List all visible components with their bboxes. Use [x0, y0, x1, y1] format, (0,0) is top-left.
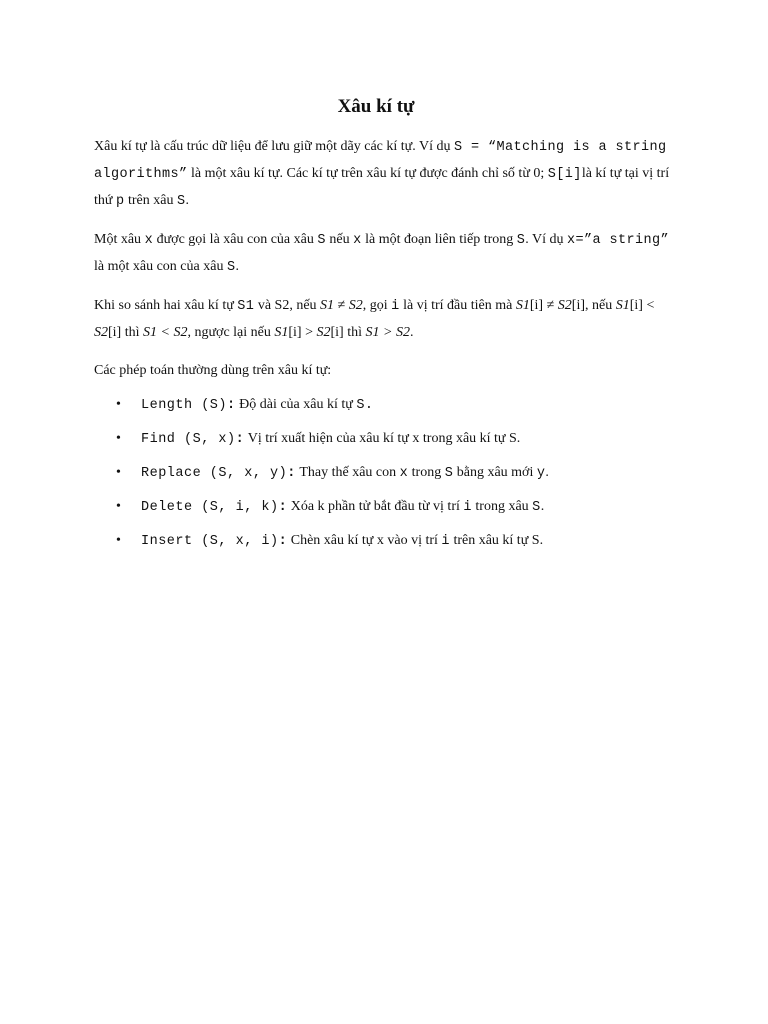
- text: .: [409, 325, 414, 340]
- operation-name: Insert (S, x, i): [141, 534, 279, 549]
- bullet-icon: •: [116, 533, 121, 548]
- operation-description: .: [540, 499, 545, 514]
- text: là một xâu kí tự. Các kí tự trên xâu kí tự được đánh chỉ số từ 0;: [187, 166, 548, 181]
- bullet-icon: •: [116, 499, 121, 514]
- code-index: S[i]: [547, 167, 582, 182]
- math-index: [i]: [629, 298, 643, 313]
- text: , gọi: [362, 298, 392, 313]
- paragraph-operations-intro: Các phép toán thường dùng trên xâu kí tự:: [94, 363, 332, 378]
- code-s: S: [226, 260, 236, 275]
- operation-item: [116, 388, 674, 422]
- operation-code-token: y: [536, 466, 546, 481]
- operation-description: trong: [408, 465, 445, 480]
- operation-item: [116, 456, 674, 490]
- operation-description: .: [545, 465, 549, 480]
- operation-item: [116, 422, 674, 456]
- paragraph-definition: [94, 134, 674, 215]
- bullet-icon: •: [116, 465, 121, 480]
- math-op: <: [642, 298, 655, 313]
- operation-code-token: i: [463, 500, 472, 515]
- math-s2: S2: [94, 325, 108, 340]
- operation-description: bằng xâu mới: [453, 465, 537, 480]
- operation-code-token: x: [399, 466, 409, 481]
- operation-code-token: S: [444, 466, 454, 481]
- code-p: p: [115, 194, 125, 209]
- text: .: [185, 193, 189, 208]
- math-index: [i]: [571, 298, 585, 313]
- operation-name: Replace (S, x, y): [141, 466, 288, 481]
- text: là vị trí đầu tiên mà: [399, 298, 516, 313]
- text: trên xâu: [124, 193, 177, 208]
- operation-colon: :: [278, 534, 287, 549]
- math-index: [i]: [288, 325, 302, 340]
- math-index: [i]: [330, 325, 344, 340]
- operation-name: Find (S, x): [141, 432, 236, 447]
- code-example-string: S = “Matching is a string algorithms”: [94, 140, 667, 182]
- operation-colon: :: [227, 398, 236, 413]
- code-s: S: [176, 194, 186, 209]
- text: Một xâu: [94, 232, 145, 247]
- math-greater-result: S1 > S2: [365, 325, 410, 340]
- text: là một xâu con của xâu: [94, 259, 227, 274]
- operation-name: Length (S): [141, 398, 228, 413]
- paragraph-substring: [94, 227, 674, 281]
- operation-colon: :: [287, 466, 296, 481]
- code-s: S: [516, 233, 526, 248]
- math-index: [i]: [529, 298, 544, 313]
- operation-code-token: S.: [356, 398, 374, 413]
- operation-code-token: i: [441, 534, 450, 549]
- math-index: [i]: [108, 325, 122, 340]
- bullet-icon: •: [116, 431, 121, 446]
- text: Khi so sánh hai xâu kí tự: [94, 298, 238, 313]
- math-first-diff: [516, 298, 585, 313]
- operation-description: Vị trí xuất hiện của xâu kí tự x trong xâu kí tự S.: [247, 431, 521, 446]
- text: , ngược lại nếu: [187, 325, 275, 340]
- text: là một đoạn liên tiếp trong: [361, 232, 517, 247]
- text: . Ví dụ: [525, 232, 568, 247]
- operation-description: Thay thế xâu con: [299, 465, 400, 480]
- text: nếu: [325, 232, 354, 247]
- operation-code-token: S: [532, 500, 541, 515]
- math-s1: S1: [274, 325, 289, 340]
- text: và S2, nếu: [254, 298, 321, 313]
- operations-list: [94, 388, 674, 558]
- math-op: ≠: [543, 298, 558, 313]
- text: , nếu: [585, 298, 616, 313]
- text: thì: [121, 325, 143, 340]
- text: .: [235, 259, 239, 274]
- operation-description: Xóa k phần tử bắt đầu từ vị trí: [290, 499, 464, 514]
- code-s1: S1: [237, 299, 255, 314]
- text: thì: [343, 325, 366, 340]
- math-greater-cond: [274, 325, 343, 340]
- text: Xâu kí tự là cấu trúc dữ liệu để lưu giữ một dãy các kí tự. Ví dụ: [94, 139, 454, 154]
- operation-item: [116, 524, 674, 558]
- math-s2: S2: [316, 325, 331, 340]
- math-s2: S2: [557, 298, 572, 313]
- operation-description: Chèn xâu kí tự x vào vị trí: [290, 533, 442, 548]
- math-less-result: S1 < S2: [143, 325, 188, 340]
- operation-item: [116, 490, 674, 524]
- code-i: i: [391, 299, 400, 314]
- operation-name: Delete (S, i, k): [141, 500, 279, 515]
- math-s1: S1: [515, 298, 530, 313]
- math-op: >: [301, 325, 317, 340]
- math-not-equal: S1 ≠ S2: [320, 298, 363, 313]
- code-x: x: [353, 233, 362, 248]
- operation-colon: :: [278, 500, 287, 515]
- code-s: S: [317, 233, 326, 248]
- paragraph-comparison: [94, 293, 674, 346]
- bullet-icon: •: [116, 397, 121, 412]
- math-s1: S1: [615, 298, 630, 313]
- code-x: x: [144, 233, 154, 248]
- text: là kí tự tại vị trí thứ: [94, 166, 670, 208]
- operation-description: trên xâu kí tự S.: [449, 533, 544, 548]
- document-title: Xâu kí tự: [337, 96, 415, 117]
- document-page: [94, 96, 674, 558]
- operation-description: Độ dài của xâu kí tự: [239, 397, 357, 412]
- text: được gọi là xâu con của xâu: [153, 232, 318, 247]
- code-substring-example: x=”a string”: [567, 233, 670, 248]
- operation-description: trong xâu: [471, 499, 533, 514]
- operation-colon: :: [235, 432, 244, 447]
